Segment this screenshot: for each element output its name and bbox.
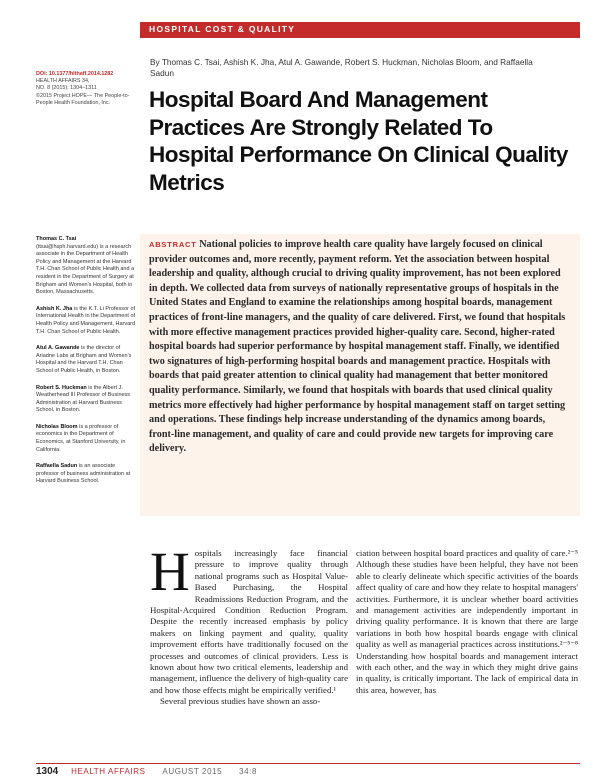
author-bio-name: Atul A. Gawande (36, 345, 80, 352)
body-paragraph: Several previous studies have shown an asso- (160, 696, 321, 707)
author-bio (36, 236, 136, 297)
author-bio-name: Robert S. Huckman (36, 384, 87, 391)
page-number: 1304 (36, 766, 59, 777)
author-bio (36, 424, 136, 454)
drop-cap: H (150, 541, 190, 602)
author-line: By Thomas C. Tsai, Ashish K. Jha, Atul A. Gawande, Robert S. Huckman, Nicholas Bloom, and Raffaella Sadun (150, 57, 533, 78)
issue-number: 34:8 (239, 767, 258, 776)
body-column-left (150, 541, 348, 708)
author-bio-name: Ashish K. Jha (36, 305, 73, 312)
author-bio-text: is the director of Ariadne Labs at Brigham and Women's Hospital and the Harvard T.H. Chan School of Public Health, in Boston. (36, 345, 132, 374)
author-bio (36, 306, 136, 336)
doi[interactable]: DOI: 10.1377/hlthaff.2014.1282 (36, 71, 114, 77)
author-bio-text: is the Albert J. Weatherhead III Professor of Business Administration at Harvard Business School, in Boston. (36, 384, 131, 414)
footer-rule (36, 763, 580, 764)
section-banner (140, 22, 580, 38)
body-paragraph: ospitals increasingly face financial pressure to improve quality through national programs such as Hospital Value-Based Purchasing, the Hospital Readmissions Reduction Program, and the Hospital-Acquired Condition Reduction Program. Despite the recently increased emphasis by policy makers on linking payment and quality, quality improvement efforts have traditionally focused on the processes and outcomes of clinical providers. Less is known about how two critical elements, leadership and management, influence the delivery of high-quality care and how those effects might be empirically verified.¹ (150, 548, 348, 695)
body-column-right (356, 548, 578, 696)
abstract-box (140, 234, 580, 516)
abstract-label: ABSTRACT (149, 240, 197, 249)
author-bios (36, 236, 136, 495)
author-bio (36, 385, 136, 415)
article-title: Hospital Board And Management Practices Are Strongly Related To Hospital Performance On Clinical Quality Metrics (149, 87, 568, 195)
issue-date: AUGUST 2015 (162, 767, 223, 776)
article-meta (36, 71, 136, 107)
page-footer (36, 766, 257, 777)
abstract-text: National policies to improve health care quality have largely focused on clinical provider outcomes and, more recently, payment reform. Yet the association between hospital leadership and quality, although crucial to driving quality improvement, has not been explored in depth. We collected data from surveys of nationally representative groups of hospitals in the United States and England to examine the relationships among hospital boards, management practices of front-line managers, and the quality of care delivered. First, we found that hospitals with more effective management practices provided higher-quality care. Second, higher-rated hospital boards had superior performance by hospital management staff. Finally, we identified two signatures of high-performing hospital boards and management practice. Hospitals with boards that paid greater attention to clinical quality had management that better monitored quality performance. Similarly, we found that hospitals with boards that used clinical quality metrics more effectively had higher performance by hospital management staff on target setting and operations. These findings help increase understanding of the dynamics among boards, front-line management, and quality of care and could provide new targets for improving care delivery. (149, 239, 566, 455)
author-bio-text: (ttsai@hsph.harvard.edu) is a research associate in the Department of Health Policy and Management at the Harvard T.H. Chan School of Public Health and a resident in the Department of Surgery at Brigham and Women's Hospital, both in Boston, Massachusetts. (36, 243, 135, 296)
issue-line: NO. 8 (2015): 1304–1311 (36, 85, 97, 92)
author-bio-text: is a professor of economics in the Department of Economics, at Stanford University, in California. (36, 423, 126, 453)
abstract (149, 238, 567, 457)
body-paragraph: ciation between hospital board practices and quality of care.²⁻⁵ Although these studies have been helpful, they have not been able to clearly delineate which specific activities of the boards affect quality of care and how they relate to hospital managers' activities. Furthermore, it is unclear whether board activities and management activities are independently important in driving quality performance. It is known that there are large variations in both how hospital boards engage with clinical quality as well as managerial practices across institutions.²⁻⁵⁻⁸ Understanding how hospital boards and management interact with each other, and the way in which they might drive gains in quality, is critically important. The lack of empirical data in this area, however, has (356, 548, 578, 695)
author-bio (36, 463, 136, 486)
author-bio (36, 345, 136, 375)
copyright: ©2015 Project HOPE— The People-to-People Health Foundation, Inc. (36, 92, 130, 106)
author-bio-text: is an associate professor of business administration at Harvard Business School. (36, 463, 131, 485)
author-bio-text: is the K.T. Li Professor of International Health in the Department of Health Policy and Management, Harvard T.H. Chan School of Public Health. (36, 305, 136, 335)
author-bio-name: Raffaella Sadun (36, 463, 78, 470)
journal-line: HEALTH AFFAIRS 34, (36, 78, 90, 85)
journal-name: HEALTH AFFAIRS (71, 767, 146, 776)
section-banner-label: HOSPITAL COST & QUALITY (149, 24, 296, 34)
author-bio-name: Thomas C. Tsai (36, 236, 77, 242)
author-bio-name: Nicholas Bloom (36, 423, 78, 430)
